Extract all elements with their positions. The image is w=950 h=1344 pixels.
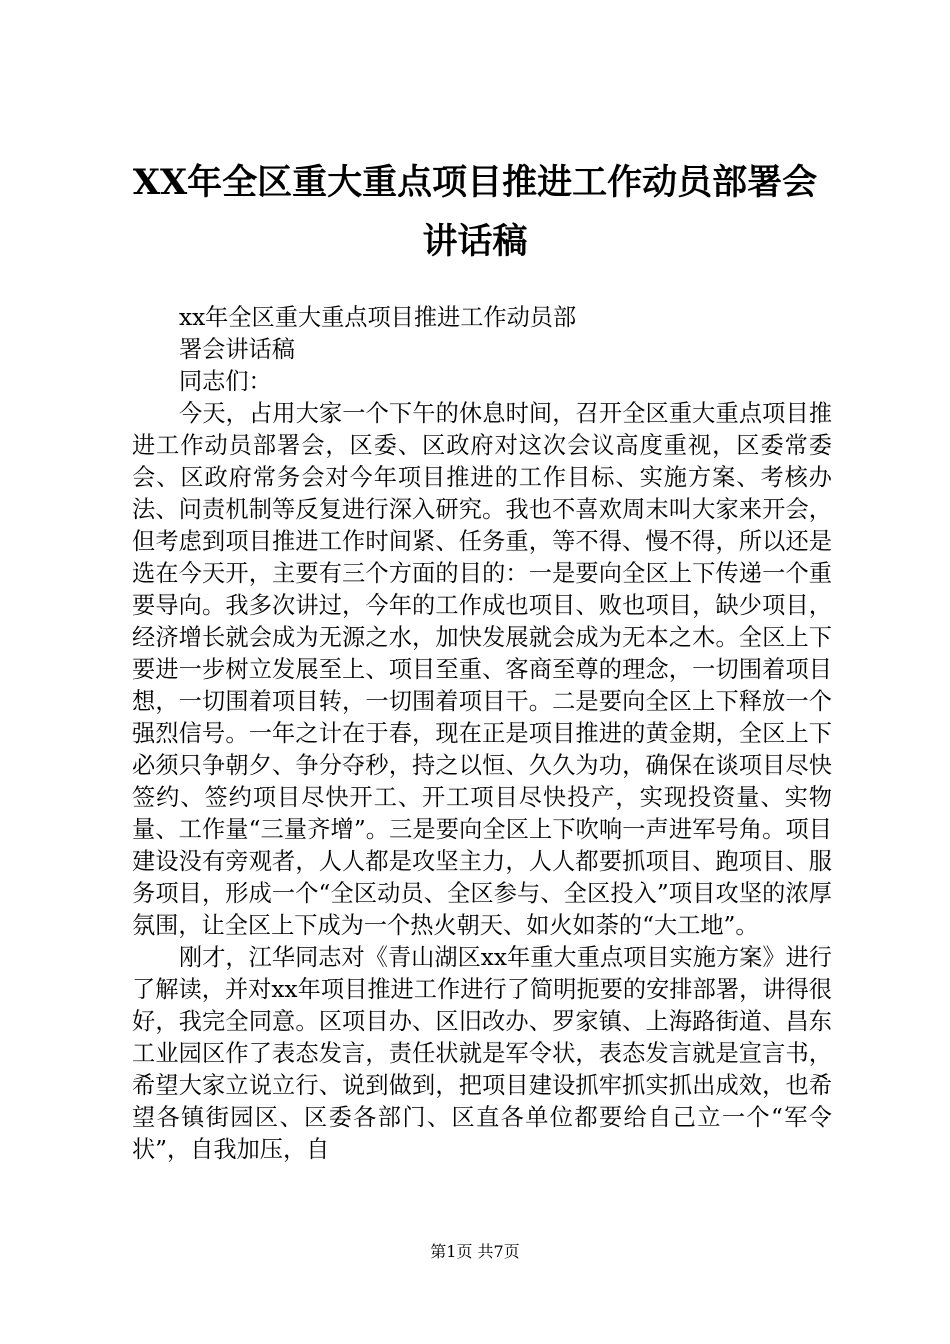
paragraph-2: 刚才，江华同志对《青山湖区xx年重大重点项目实施方案》进行了解读，并对xx年项目推进工作进行了简明扼要的安排部署，讲得很好，我完全同意。区项目办、区旧改办、罗家镇、上海路街道、昌东工业园区作了表态发言，责任状就是军令状，表态发言就是宣言书，希望大家立说立行、说到做到，把项目建设抓牢抓实抓出成效，也希望各镇街园区、区委各部门、区直各单位都要给自己立一个“军令状”，自我加压，自 — [132, 944, 832, 1163]
document-title-line-1: XX年全区重大重点项目推进工作动员部署会 — [132, 162, 818, 203]
paragraph-1: 今天，占用大家一个下午的休息时间，召开全区重大重点项目推进工作动员部署会，区委、区政府对这次会议高度重视，区委常委会、区政府常务会对今年项目推进的工作目标、实施方案、考核办法、问责机制等反复进行深入研究。我也不喜欢周末叫大家来开会，但考虑到项目推进工作时间紧、任务重，等不得、慢不得，所以还是选在今天开，主要有三个方面的目的：一是要向全区上下传递一个重要导向。我多次讲过，今年的工作成也项目、败也项目，缺少项目，经济增长就会成为无源之水，加快发展就会成为无本之木。全区上下要进一步树立发展至上、项目至重、客商至尊的理念，一切围着项目想，一切围着项目转，一切围着项目干。二是要向全区上下释放一个强烈信号。一年之计在于春，现在正是项目推进的黄金期，全区上下必须只争朝夕、争分夺秒，持之以恒、久久为功，确保在谈项目尽快签约、签约项目尽快开工、开工项目尽快投产，实现投资量、实物量、工作量“三量齐增”。三是要向全区上下吹响一声进军号角。项目建设没有旁观者，人人都是攻坚主力，人人都要抓项目、跑项目、服务项目，形成一个“全区动员、全区参与、全区投入”项目攻坚的浓厚氛围，让全区上下成为一个热火朝天、如火如荼的“大工地”。 — [132, 400, 832, 939]
salutation: 同志们： — [179, 368, 272, 395]
subtitle-line-2: 署会讲话稿 — [179, 336, 295, 363]
page-number-footer: 第1页 共7页 — [430, 1242, 520, 1261]
document-title-line-2: 讲话稿 — [422, 221, 528, 262]
document-body — [132, 302, 832, 1166]
subtitle-line-1: xx年全区重大重点项目推进工作动员部 — [179, 304, 577, 331]
